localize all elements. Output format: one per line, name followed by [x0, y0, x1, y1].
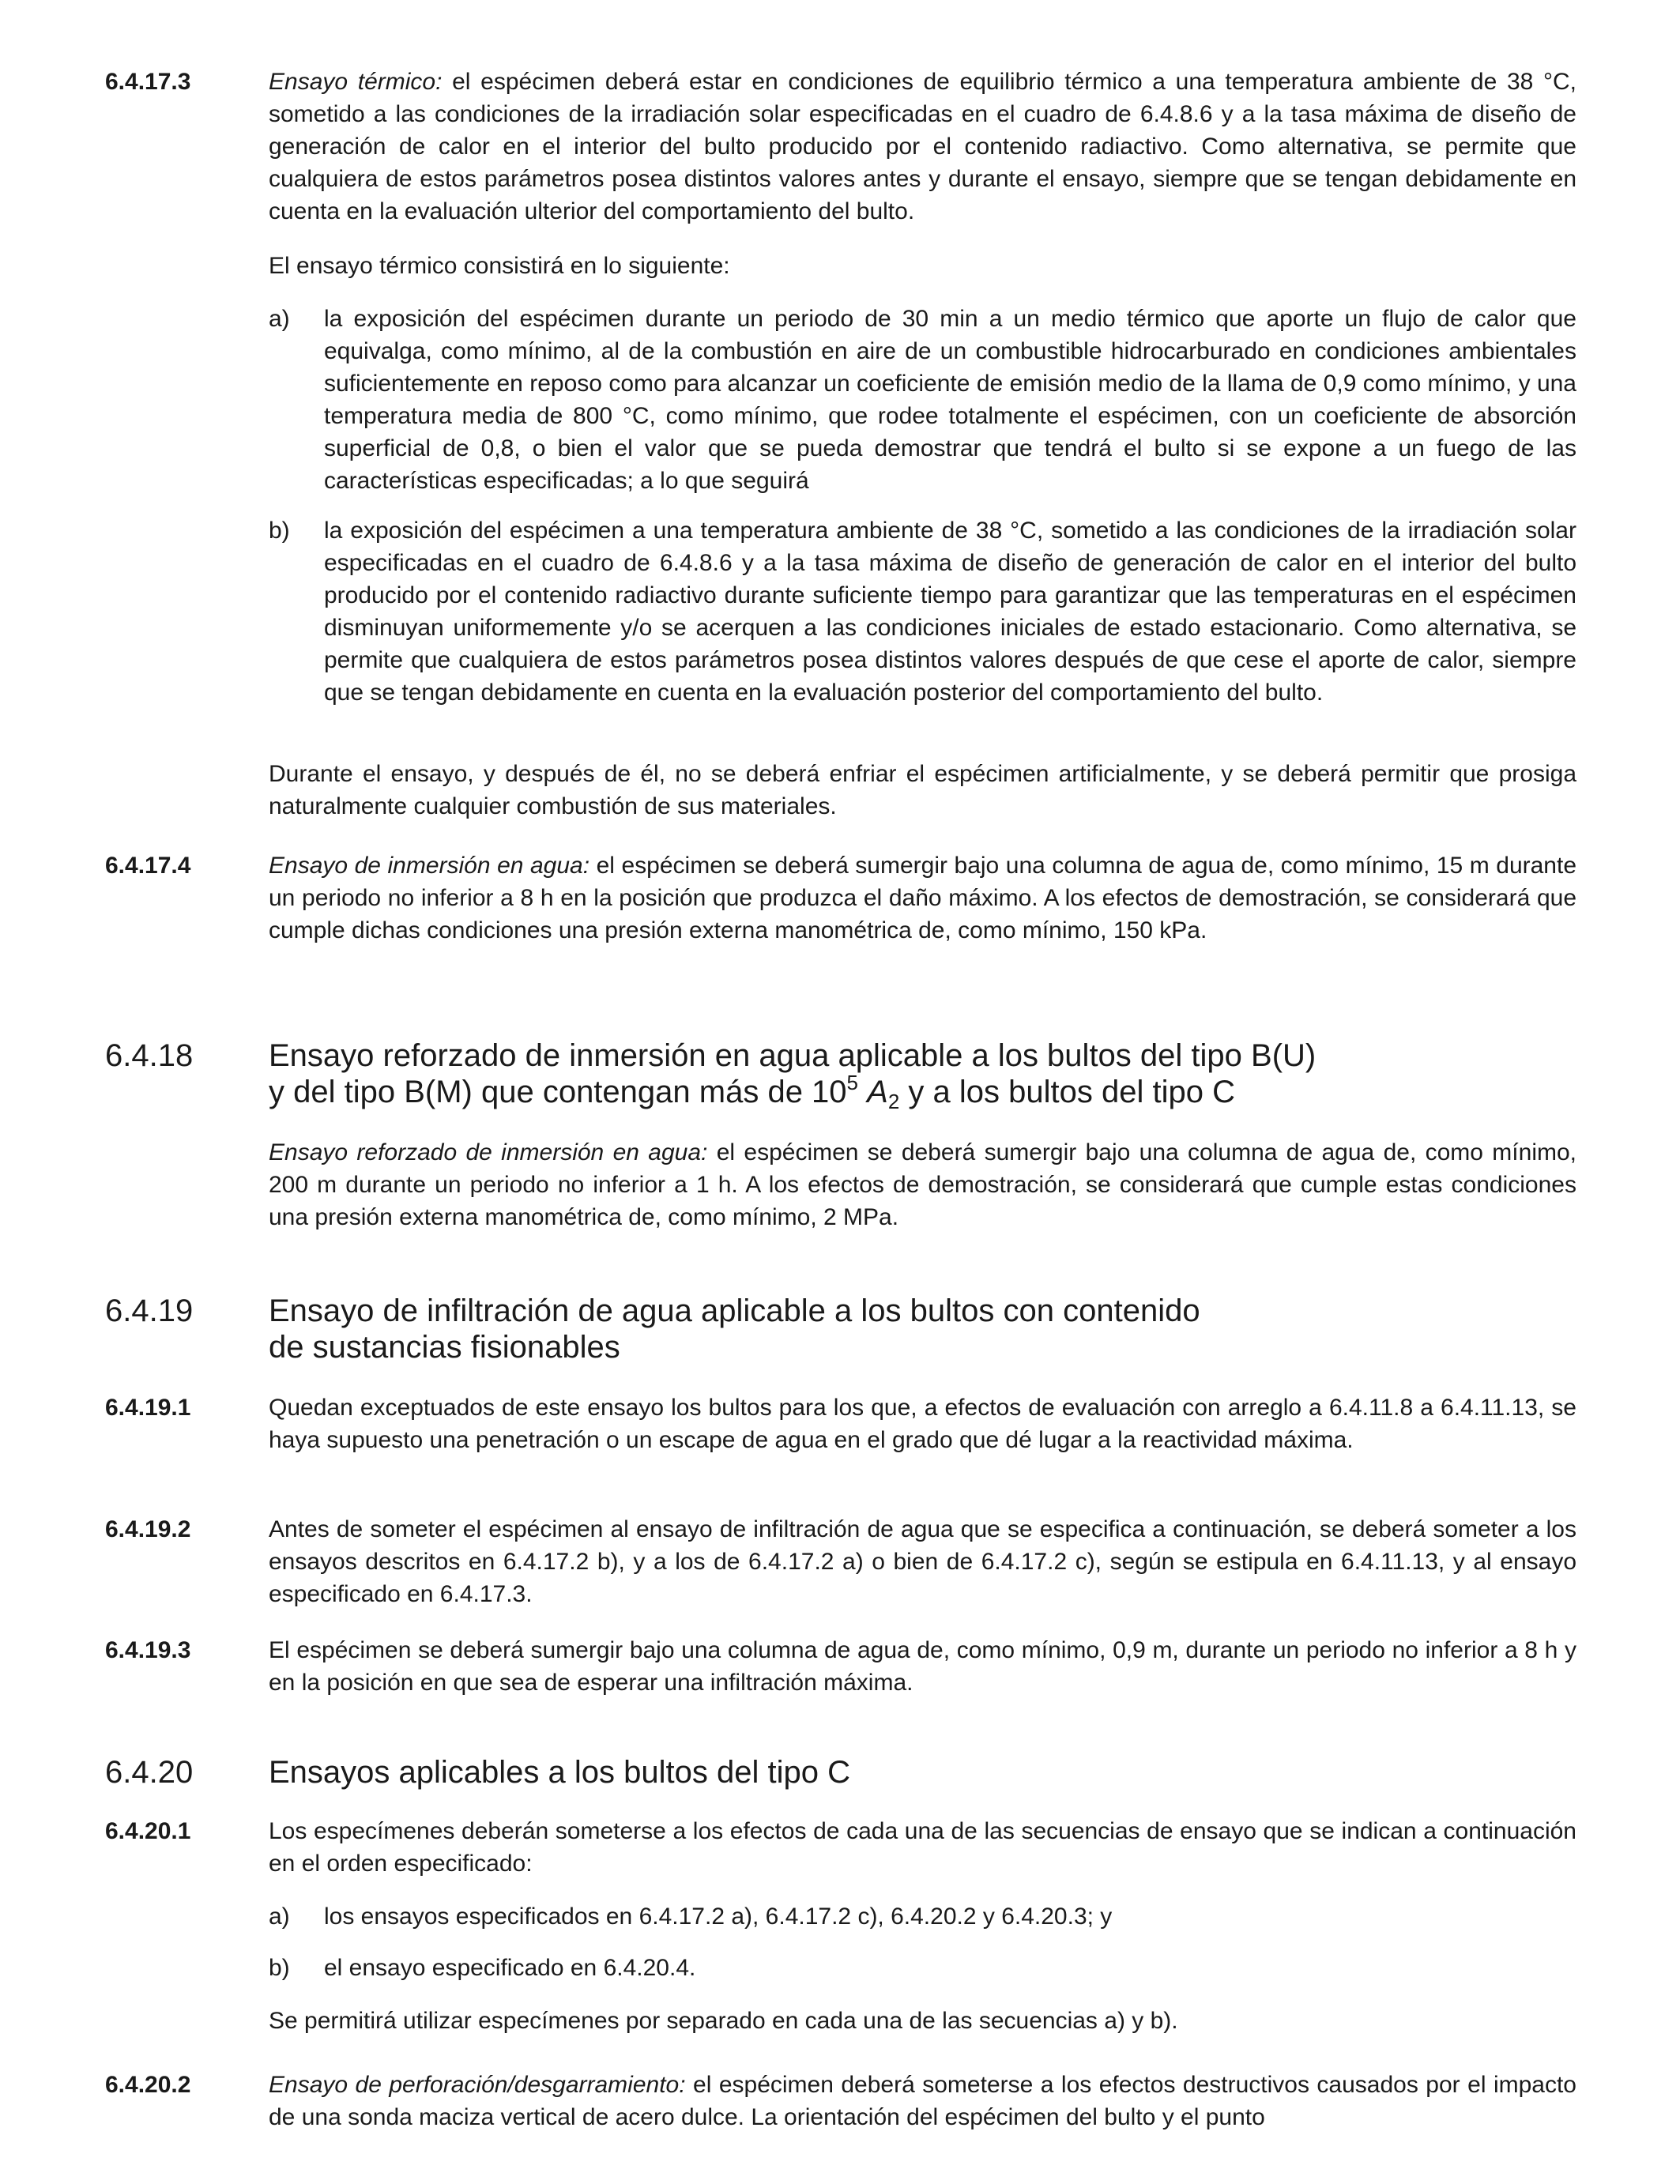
paragraph-text: Los especímenes deberán someterse a los efectos de cada una de las secuencias de ensayo que se indican a continuación en el orden especificado: — [269, 1818, 1576, 1877]
lead-term: Ensayo térmico: — [269, 69, 443, 95]
lead-term: Ensayo de perforación/desgarramiento: — [269, 2072, 686, 2098]
paragraph-number: 6.4.17.3 — [105, 69, 191, 95]
list-item-text: los ensayos especificados en 6.4.17.2 a), 6.4.17.2 c), 6.4.20.2 y 6.4.20.3; y — [324, 1903, 1113, 1930]
variable: A — [867, 1075, 888, 1109]
list-item-text: el ensayo especificado en 6.4.20.4. — [324, 1955, 696, 1981]
paragraph-text — [269, 1136, 1576, 1233]
paragraph-text: Quedan exceptuados de este ensayo los bultos para los que, a efectos de evaluación con arreglo a 6.4.11.8 a 6.4.11.13, se haya supuesto una penetración o un escape de agua en el grado que dé lugar a la reactividad máxima. — [269, 1395, 1576, 1453]
heading-title-line-1: Ensayo reforzado de inmersión en agua aplicable a los bultos del tipo B(U) — [269, 1038, 1317, 1073]
heading-number: 6.4.20 — [105, 1755, 194, 1790]
list-item-text: la exposición del espécimen durante un periodo de 30 min a un medio térmico que aporte un flujo de calor que equivalga, como mínimo, al de la combustión en aire de un combustible hidrocarburado en condiciones ambientales suficientemente en reposo como para alcanzar un coeficiente de emisión medio de la llama de 0,9 como mínimo, y una temperatura media de 800 °C, como mínimo, que rodee totalmente el espécimen, con un coeficiente de absorción superficial de 0,8, o bien el valor que se pueda demostrar que tendrá el bulto si se expone a un fuego de las características especificadas; a lo que seguirá — [324, 306, 1576, 494]
lead-term: Ensayo reforzado de inmersión en agua: — [269, 1139, 708, 1165]
heading-text: y a los bultos del tipo C — [899, 1075, 1235, 1109]
heading-title: Ensayos aplicables a los bultos del tipo C — [269, 1755, 850, 1790]
lead-term: Ensayo de inmersión en agua: — [269, 853, 590, 879]
paragraph-text: Antes de someter el espécimen al ensayo de infiltración de agua que se especifica a continuación, se deberá someter a los ensayos descritos en 6.4.17.2 b), y a los de 6.4.17.2 a) o bien de 6.4.17.2 c), según se estipula en 6.4.11.13, y al ensayo especificado en 6.4.17.3. — [269, 1516, 1576, 1607]
paragraph-text — [269, 2069, 1576, 2133]
paragraph-number: 6.4.19.3 — [105, 1637, 191, 1663]
paragraph-number: 6.4.20.2 — [105, 2072, 191, 2098]
list-item-letter: b) — [269, 1955, 290, 1981]
heading-number: 6.4.19 — [105, 1293, 194, 1328]
paragraph-number: 6.4.19.2 — [105, 1516, 191, 1542]
heading-text: y del tipo B(M) que contengan más de 10 — [269, 1075, 847, 1109]
body-text: el espécimen se deberá sumergir bajo una columna de agua de, como mínimo, 200 m durante un periodo no inferior a 1 h. A los efectos de demostración, se considerará que cumple estas condiciones una presión externa manométrica de, como mínimo, 2 MPa. — [269, 1139, 1576, 1230]
paragraph-text: El espécimen se deberá sumergir bajo una columna de agua de, como mínimo, 0,9 m, durante un periodo no inferior a 8 h y en la posición en que sea de esperar una infiltración máxima. — [269, 1637, 1576, 1696]
body-text: el espécimen deberá estar en condiciones de equilibrio térmico a una temperatura ambiente de 38 °C, sometido a las condiciones de la irradiación solar especificadas en el cuadro de 6.4.8.6 y a la tasa máxima de diseño de generación de calor en el interior del bulto producido por el contenido radiactivo. Como alternativa, se permite que cualquiera de estos parámetros posea distintos valores antes y durante el ensayo, siempre que se tengan debidamente en cuenta en la evaluación ulterior del comportamiento del bulto. — [269, 69, 1576, 224]
list-item-letter: a) — [269, 1903, 290, 1930]
heading-number: 6.4.18 — [105, 1038, 194, 1073]
heading-title-line-2 — [269, 1071, 1576, 1113]
list-item-letter: a) — [269, 306, 290, 332]
paragraph-number: 6.4.17.4 — [105, 853, 191, 879]
paragraph-closing: Durante el ensayo, y después de él, no se deberá enfriar el espécimen artificialmente, y se deberá permitir que prosiga naturalmente cualquier combustión de sus materiales. — [269, 761, 1576, 819]
body-text: el espécimen se deberá sumergir bajo una columna de agua de, como mínimo, 15 m durante un periodo no inferior a 8 h en la posición que produzca el daño máximo. A los efectos de demostración, se considerará que cumple dichas condiciones una presión externa manométrica de, como mínimo, 150 kPa. — [269, 853, 1577, 943]
paragraph-intro: El ensayo térmico consistirá en lo siguiente: — [269, 253, 730, 279]
paragraph-text — [269, 849, 1576, 947]
paragraph-text — [269, 66, 1576, 228]
paragraph-closing: Se permitirá utilizar especímenes por separado en cada una de las secuencias a) y b). — [269, 2008, 1178, 2034]
heading-title-line-1: Ensayo de infiltración de agua aplicable a los bultos con contenido — [269, 1293, 1200, 1328]
list-item-letter: b) — [269, 518, 290, 544]
paragraph-number: 6.4.19.1 — [105, 1395, 191, 1421]
paragraph-number: 6.4.20.1 — [105, 1818, 191, 1844]
body-text: el espécimen deberá someterse a los efectos destructivos causados por el impacto de una sonda maciza vertical de acero dulce. La orientación del espécimen del bulto y el punto — [269, 2072, 1576, 2130]
list-item-text: la exposición del espécimen a una temperatura ambiente de 38 °C, sometido a las condiciones de la irradiación solar especificadas en el cuadro de 6.4.8.6 y a la tasa máxima de diseño de generación de calor en el interior del bulto producido por el contenido radiactivo durante suficiente tiempo para garantizar que las temperaturas en el espécimen disminuyan uniformemente y/o se acerquen a las condiciones iniciales de estado estacionario. Como alternativa, se permite que cualquiera de estos parámetros posea distintos valores después de que cese el aporte de calor, siempre que se tengan debidamente en cuenta en la evaluación posterior del comportamiento del bulto. — [324, 518, 1576, 706]
subscript: 2 — [887, 1090, 900, 1113]
heading-title-line-2: de sustancias fisionables — [269, 1330, 620, 1365]
superscript: 5 — [846, 1071, 859, 1094]
